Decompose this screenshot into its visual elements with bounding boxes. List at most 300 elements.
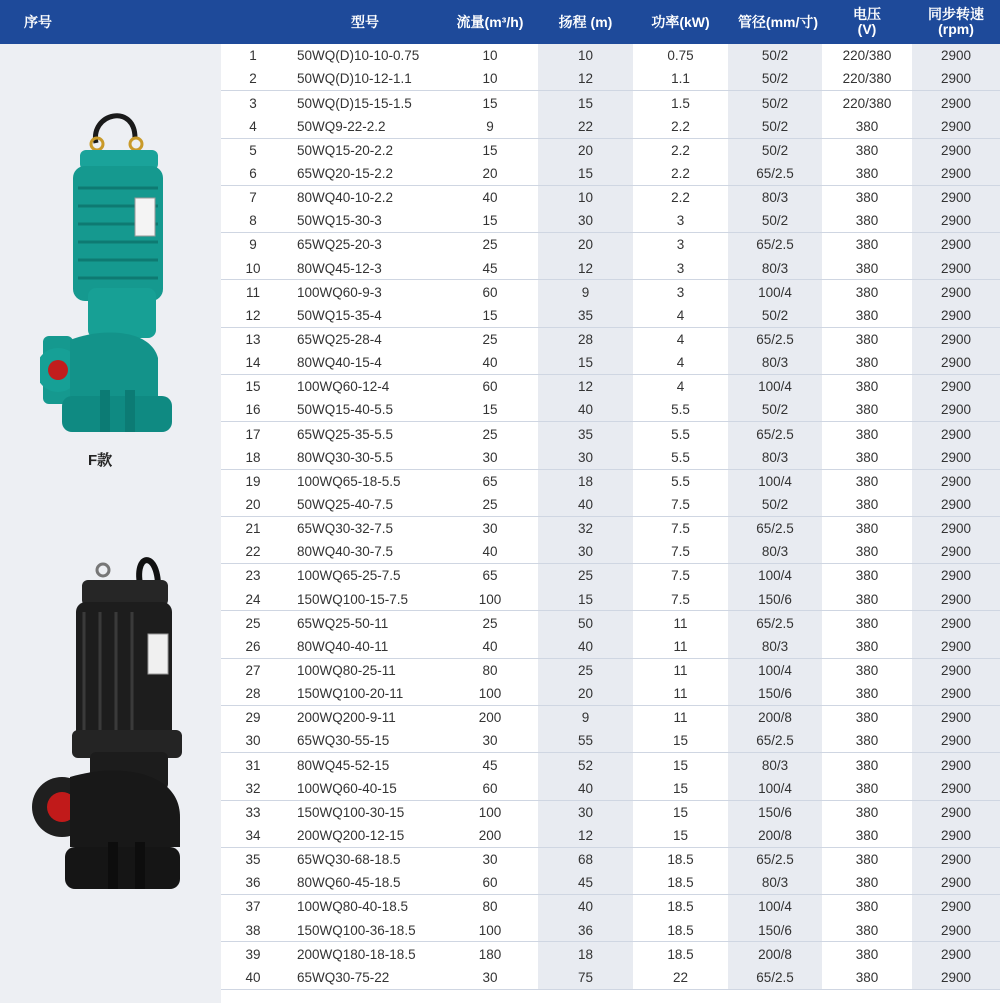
model-cell: 50WQ(D)15-15-1.5	[297, 95, 412, 111]
index-cell: 35	[245, 852, 261, 868]
pipe-cell: 80/3	[761, 875, 789, 891]
index-cell: 5	[249, 142, 257, 158]
index-cell: 39	[245, 946, 261, 962]
speed-cell: 2900	[940, 521, 972, 537]
model-cell: 150WQ100-15-7.5	[297, 591, 409, 607]
header-head: 扬程 (m)	[558, 13, 613, 30]
pipe-cell: 50/2	[761, 307, 789, 323]
index-cell: 38	[245, 922, 261, 938]
flow-cell: 15	[482, 402, 498, 418]
head-cell: 15	[577, 166, 594, 182]
head-cell: 12	[577, 827, 594, 843]
voltage-cell: 220/380	[842, 95, 892, 111]
voltage-cell: 380	[855, 307, 879, 323]
power-cell: 15	[672, 733, 689, 749]
flow-cell: 30	[482, 449, 498, 465]
pipe-cell: 100/4	[758, 379, 792, 395]
head-cell: 30	[577, 544, 594, 560]
pipe-cell: 50/2	[761, 118, 789, 134]
voltage-cell: 380	[855, 379, 879, 395]
head-cell: 10	[577, 190, 594, 206]
table-row	[221, 966, 1000, 990]
speed-cell: 2900	[940, 48, 972, 64]
voltage-cell: 380	[855, 260, 879, 276]
model-cell: 65WQ25-28-4	[297, 332, 382, 347]
speed-cell: 2900	[940, 379, 972, 395]
pipe-cell: 50/2	[761, 95, 789, 111]
head-cell: 15	[577, 591, 594, 607]
head-cell: 25	[577, 568, 594, 584]
index-cell: 3	[249, 95, 257, 111]
speed-cell: 2900	[940, 615, 972, 631]
pipe-cell: 65/2.5	[756, 969, 794, 985]
speed-cell: 2900	[940, 733, 972, 749]
voltage-cell: 380	[855, 733, 879, 749]
pipe-cell: 200/8	[758, 946, 792, 962]
table-row	[221, 517, 1000, 541]
pipe-cell: 150/6	[758, 686, 792, 702]
pipe-cell: 100/4	[758, 780, 792, 796]
flow-cell: 25	[482, 237, 498, 253]
head-cell: 12	[577, 379, 594, 395]
head-cell: 32	[577, 521, 594, 537]
model-cell: 100WQ65-25-7.5	[297, 568, 401, 584]
power-cell: 5.5	[671, 426, 690, 442]
speed-cell: 2900	[940, 591, 972, 607]
pipe-cell: 50/2	[761, 402, 789, 418]
power-cell: 7.5	[671, 521, 690, 537]
power-cell: 0.75	[667, 48, 694, 64]
voltage-cell: 380	[855, 969, 879, 985]
speed-cell: 2900	[940, 780, 972, 796]
index-cell: 30	[245, 733, 261, 749]
pipe-cell: 80/3	[761, 260, 789, 276]
model-cell: 50WQ15-30-3	[297, 213, 382, 229]
speed-cell: 2900	[940, 827, 972, 843]
flow-cell: 40	[482, 544, 498, 560]
pipe-cell: 100/4	[758, 899, 792, 915]
header-speed	[912, 0, 1000, 44]
head-cell: 30	[577, 804, 594, 820]
header-index: 序号	[24, 13, 52, 30]
power-cell: 4	[676, 355, 685, 371]
model-cell: 50WQ(D)10-12-1.1	[297, 71, 412, 87]
power-cell: 7.5	[671, 544, 690, 560]
index-cell: 16	[245, 402, 261, 418]
voltage-cell: 380	[855, 332, 879, 347]
head-cell: 50	[577, 615, 594, 631]
model-cell: 65WQ30-32-7.5	[297, 521, 394, 537]
index-cell: 10	[245, 260, 261, 276]
head-cell: 35	[577, 426, 594, 442]
table-row	[221, 139, 1000, 163]
index-cell: 17	[245, 426, 261, 442]
black-pump-image	[30, 552, 190, 897]
voltage-cell: 380	[855, 710, 879, 726]
flow-cell: 200	[478, 710, 502, 726]
head-cell: 55	[577, 733, 594, 749]
speed-cell: 2900	[940, 332, 972, 347]
head-cell: 25	[577, 662, 594, 678]
head-cell: 30	[577, 449, 594, 465]
power-cell: 15	[672, 780, 689, 796]
speed-cell: 2900	[940, 638, 972, 654]
pipe-cell: 50/2	[761, 48, 789, 64]
table-row	[221, 470, 1000, 494]
model-cell: 65WQ30-55-15	[297, 733, 390, 749]
flow-cell: 45	[482, 757, 498, 773]
table-row	[221, 162, 1000, 186]
index-cell: 21	[245, 521, 261, 537]
pipe-cell: 80/3	[761, 544, 789, 560]
power-cell: 7.5	[671, 591, 690, 607]
speed-cell: 2900	[940, 852, 972, 868]
flow-cell: 20	[482, 166, 498, 182]
flow-cell: 25	[482, 426, 498, 442]
speed-cell: 2900	[940, 568, 972, 584]
speed-cell: 2900	[940, 496, 972, 512]
green-pump-label: F款	[88, 452, 113, 469]
flow-cell: 60	[482, 379, 498, 395]
model-cell: 50WQ(D)10-10-0.75	[297, 48, 420, 64]
table-row	[221, 68, 1000, 92]
model-cell: 80WQ45-52-15	[297, 757, 390, 773]
flow-cell: 200	[478, 827, 502, 843]
header-voltage	[822, 0, 912, 44]
head-cell: 18	[577, 473, 594, 489]
voltage-cell: 220/380	[842, 71, 892, 87]
pipe-cell: 65/2.5	[756, 852, 794, 868]
flow-cell: 9	[486, 118, 494, 134]
head-cell: 10	[577, 48, 594, 64]
head-cell: 75	[577, 969, 594, 985]
spec-table-body	[221, 44, 1000, 990]
head-cell: 35	[577, 307, 594, 323]
model-cell: 200WQ180-18-18.5	[297, 946, 416, 962]
header-power: 功率(kW)	[651, 13, 710, 30]
header-speed-line2: (rpm)	[938, 21, 974, 37]
flow-cell: 60	[482, 284, 498, 300]
table-row	[221, 115, 1000, 139]
index-cell: 22	[245, 544, 261, 560]
pipe-cell: 80/3	[761, 190, 789, 206]
voltage-cell: 380	[855, 521, 879, 537]
voltage-cell: 380	[855, 142, 879, 158]
power-cell: 22	[672, 969, 689, 985]
speed-cell: 2900	[940, 166, 972, 182]
table-row	[221, 588, 1000, 612]
model-cell: 100WQ60-40-15	[297, 780, 397, 796]
pipe-cell: 65/2.5	[756, 237, 794, 253]
header-flow: 流量(m³/h)	[456, 13, 524, 30]
speed-cell: 2900	[940, 473, 972, 489]
table-row	[221, 280, 1000, 304]
power-cell: 15	[672, 827, 689, 843]
table-row	[221, 919, 1000, 943]
model-cell: 50WQ9-22-2.2	[297, 118, 386, 134]
model-cell: 65WQ25-20-3	[297, 237, 382, 253]
speed-cell: 2900	[940, 190, 972, 206]
table-row	[221, 564, 1000, 588]
model-cell: 200WQ200-12-15	[297, 827, 405, 843]
model-cell: 80WQ45-12-3	[297, 260, 382, 276]
model-cell: 80WQ30-30-5.5	[297, 449, 394, 465]
flow-cell: 80	[482, 662, 498, 678]
speed-cell: 2900	[940, 307, 972, 323]
voltage-cell: 380	[855, 662, 879, 678]
speed-cell: 2900	[940, 899, 972, 915]
power-cell: 11	[673, 686, 688, 702]
index-cell: 6	[249, 166, 257, 182]
power-cell: 11	[673, 615, 688, 631]
index-cell: 40	[245, 969, 261, 985]
head-cell: 40	[577, 899, 594, 915]
power-cell: 5.5	[671, 402, 690, 418]
power-cell: 4	[676, 379, 685, 395]
pipe-cell: 150/6	[758, 804, 792, 820]
flow-cell: 40	[482, 190, 498, 206]
flow-cell: 65	[482, 568, 498, 584]
model-cell: 50WQ15-40-5.5	[297, 402, 394, 418]
table-row	[221, 233, 1000, 257]
voltage-cell: 380	[855, 402, 879, 418]
head-cell: 40	[577, 496, 594, 512]
speed-cell: 2900	[940, 922, 972, 938]
index-cell: 14	[245, 355, 261, 371]
table-row	[221, 399, 1000, 423]
pipe-cell: 150/6	[758, 922, 792, 938]
power-cell: 18.5	[667, 852, 694, 868]
flow-cell: 180	[478, 946, 502, 962]
voltage-cell: 380	[855, 284, 879, 300]
pipe-cell: 200/8	[758, 710, 792, 726]
pipe-cell: 50/2	[761, 496, 789, 512]
head-cell: 18	[577, 946, 594, 962]
flow-cell: 10	[482, 48, 498, 64]
flow-cell: 25	[482, 496, 498, 512]
head-cell: 40	[577, 638, 594, 654]
flow-cell: 15	[482, 213, 498, 229]
speed-cell: 2900	[940, 710, 972, 726]
voltage-cell: 380	[855, 213, 879, 229]
flow-cell: 40	[482, 638, 498, 654]
table-row	[221, 730, 1000, 754]
head-cell: 12	[577, 71, 594, 87]
power-cell: 2.2	[671, 118, 690, 134]
model-cell: 50WQ15-20-2.2	[297, 142, 394, 158]
index-cell: 31	[245, 757, 261, 773]
head-cell: 52	[577, 757, 594, 773]
table-row	[221, 706, 1000, 730]
table-row	[221, 895, 1000, 919]
speed-cell: 2900	[940, 662, 972, 678]
index-cell: 29	[245, 710, 261, 726]
speed-cell: 2900	[940, 426, 972, 442]
table-row	[221, 446, 1000, 470]
pipe-cell: 100/4	[758, 473, 792, 489]
model-cell: 200WQ200-9-11	[297, 710, 396, 726]
model-cell: 80WQ60-45-18.5	[297, 875, 401, 891]
head-cell: 9	[581, 284, 590, 300]
table-row	[221, 209, 1000, 233]
head-cell: 40	[577, 780, 594, 796]
pipe-cell: 100/4	[758, 284, 792, 300]
flow-cell: 100	[478, 591, 502, 607]
model-cell: 150WQ100-30-15	[297, 804, 405, 820]
model-cell: 100WQ80-40-18.5	[297, 899, 409, 915]
pipe-cell: 100/4	[758, 568, 792, 584]
table-row	[221, 801, 1000, 825]
table-row	[221, 44, 1000, 68]
pipe-cell: 65/2.5	[756, 733, 794, 749]
table-row	[221, 422, 1000, 446]
header-voltage-line2: (V)	[857, 21, 877, 37]
table-row	[221, 91, 1000, 115]
flow-cell: 30	[482, 521, 498, 537]
speed-cell: 2900	[940, 946, 972, 962]
flow-cell: 15	[482, 95, 498, 111]
voltage-cell: 380	[855, 118, 879, 134]
voltage-cell: 380	[855, 449, 879, 465]
voltage-cell: 380	[855, 355, 879, 371]
index-cell: 1	[249, 48, 257, 64]
head-cell: 20	[577, 237, 594, 253]
index-cell: 34	[245, 827, 261, 843]
power-cell: 11	[673, 638, 688, 654]
pipe-cell: 50/2	[761, 71, 789, 87]
index-cell: 4	[249, 118, 257, 134]
model-cell: 80WQ40-10-2.2	[297, 190, 394, 206]
flow-cell: 80	[482, 899, 498, 915]
voltage-cell: 380	[855, 568, 879, 584]
voltage-cell: 380	[855, 852, 879, 868]
header-pipe: 管径(mm/寸)	[737, 13, 819, 30]
header-speed-line1: 同步转速	[928, 6, 984, 22]
index-cell: 20	[245, 496, 261, 512]
table-row	[221, 682, 1000, 706]
voltage-cell: 380	[855, 166, 879, 182]
table-row	[221, 375, 1000, 399]
voltage-cell: 380	[855, 638, 879, 654]
model-cell: 65WQ30-75-22	[297, 969, 390, 985]
power-cell: 11	[673, 710, 688, 726]
table-row	[221, 753, 1000, 777]
power-cell: 3	[676, 260, 685, 276]
table-row	[221, 659, 1000, 683]
power-cell: 3	[676, 284, 685, 300]
table-row	[221, 848, 1000, 872]
voltage-cell: 380	[855, 899, 879, 915]
model-cell: 100WQ60-12-4	[297, 379, 390, 395]
voltage-cell: 380	[855, 496, 879, 512]
power-cell: 2.2	[671, 190, 690, 206]
voltage-cell: 220/380	[842, 48, 892, 64]
pipe-cell: 100/4	[758, 662, 792, 678]
voltage-cell: 380	[855, 757, 879, 773]
table-row	[221, 493, 1000, 517]
flow-cell: 25	[482, 615, 498, 631]
pipe-cell: 65/2.5	[756, 332, 794, 347]
power-cell: 18.5	[667, 922, 694, 938]
table-row	[221, 824, 1000, 848]
speed-cell: 2900	[940, 237, 972, 253]
speed-cell: 2900	[940, 544, 972, 560]
table-row	[221, 540, 1000, 564]
model-cell: 100WQ80-25-11	[297, 662, 396, 678]
speed-cell: 2900	[940, 757, 972, 773]
power-cell: 18.5	[667, 875, 694, 891]
table-row	[221, 351, 1000, 375]
voltage-cell: 380	[855, 946, 879, 962]
speed-cell: 2900	[940, 95, 972, 111]
speed-cell: 2900	[940, 402, 972, 418]
speed-cell: 2900	[940, 142, 972, 158]
table-row	[221, 328, 1000, 352]
index-cell: 8	[249, 213, 257, 229]
head-cell: 36	[577, 922, 594, 938]
index-cell: 24	[245, 591, 261, 607]
flow-cell: 100	[478, 804, 502, 820]
flow-cell: 10	[482, 71, 498, 87]
speed-cell: 2900	[940, 260, 972, 276]
voltage-cell: 380	[855, 686, 879, 702]
power-cell: 5.5	[671, 473, 690, 489]
flow-cell: 30	[482, 733, 498, 749]
index-cell: 18	[245, 449, 261, 465]
model-cell: 100WQ65-18-5.5	[297, 473, 401, 489]
model-cell: 80WQ40-15-4	[297, 355, 382, 371]
head-cell: 20	[577, 142, 594, 158]
index-cell: 19	[245, 473, 261, 489]
head-cell: 12	[577, 260, 594, 276]
index-cell: 26	[245, 638, 261, 654]
head-cell: 15	[577, 355, 594, 371]
power-cell: 3	[676, 213, 685, 229]
voltage-cell: 380	[855, 875, 879, 891]
speed-cell: 2900	[940, 284, 972, 300]
table-row	[221, 871, 1000, 895]
power-cell: 15	[672, 804, 689, 820]
voltage-cell: 380	[855, 237, 879, 253]
pipe-cell: 150/6	[758, 591, 792, 607]
speed-cell: 2900	[940, 969, 972, 985]
voltage-cell: 380	[855, 591, 879, 607]
table-row	[221, 257, 1000, 281]
pipe-cell: 200/8	[758, 827, 792, 843]
power-cell: 11	[673, 662, 688, 678]
head-cell: 45	[577, 875, 594, 891]
flow-cell: 60	[482, 780, 498, 796]
head-cell: 68	[577, 852, 594, 868]
speed-cell: 2900	[940, 213, 972, 229]
voltage-cell: 380	[855, 827, 879, 843]
flow-cell: 25	[482, 332, 498, 347]
index-cell: 25	[245, 615, 261, 631]
model-cell: 50WQ15-35-4	[297, 307, 382, 323]
index-cell: 2	[249, 71, 257, 87]
voltage-cell: 380	[855, 544, 879, 560]
header-model: 型号	[351, 13, 379, 30]
head-cell: 40	[577, 402, 594, 418]
speed-cell: 2900	[940, 804, 972, 820]
index-cell: 36	[245, 875, 261, 891]
voltage-cell: 380	[855, 922, 879, 938]
table-row	[221, 635, 1000, 659]
table-row	[221, 186, 1000, 210]
head-cell: 20	[577, 686, 594, 702]
model-cell: 65WQ25-35-5.5	[297, 426, 394, 442]
table-row	[221, 942, 1000, 966]
